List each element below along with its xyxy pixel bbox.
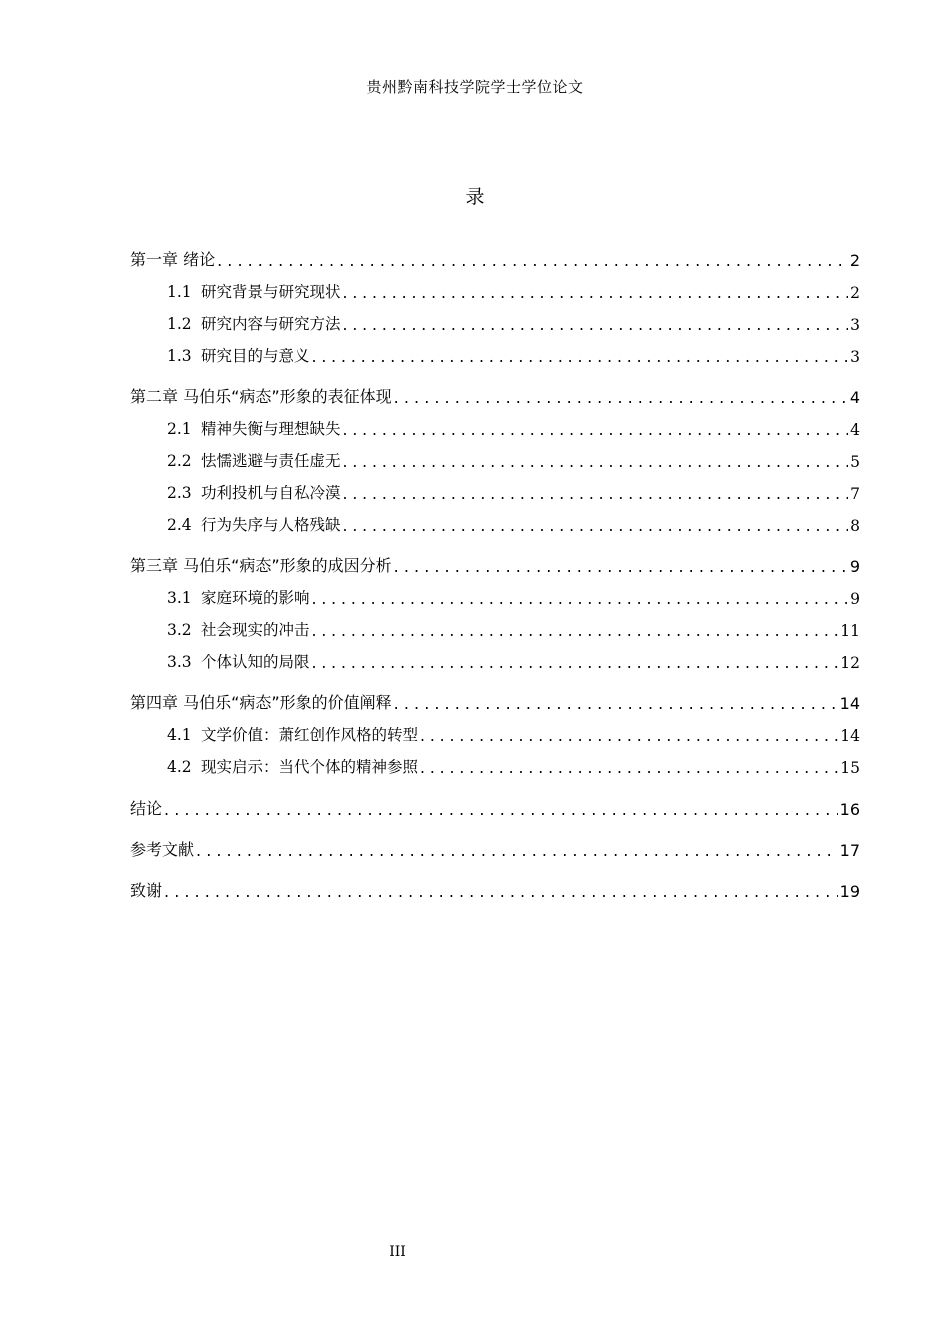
toc-entry-section-1-3[interactable] (130, 342, 860, 366)
page-number: III (389, 1244, 406, 1260)
toc-entry-section-2-3[interactable] (130, 479, 860, 503)
dot-leader (164, 800, 838, 819)
section-title: 家庭环境的影响 (200, 589, 310, 607)
toc-entry-section-1-1[interactable] (130, 278, 860, 302)
toc-entry-label (167, 755, 418, 777)
toc-entry-page: 19 (839, 882, 860, 901)
toc-entry-label (167, 723, 418, 745)
toc-entry-page: 9 (849, 557, 860, 576)
dot-leader (311, 654, 838, 672)
section-number: 1.2 (167, 315, 192, 333)
toc-entry-label: 第四章 马伯乐“病态”形象的价值阐释 (130, 693, 392, 712)
section-title: 研究背景与研究现状 (200, 283, 341, 301)
toc-entry-conclusion[interactable] (130, 795, 860, 819)
toc-entry-label (167, 481, 340, 503)
dot-leader (311, 622, 838, 640)
toc-entry-label (167, 618, 309, 640)
toc-entry-page: 15 (840, 759, 860, 777)
dot-leader (342, 284, 848, 302)
toc-entry-chapter-4[interactable] (130, 689, 860, 713)
toc-entry-page: 3 (850, 316, 860, 334)
dot-leader (342, 316, 848, 334)
dot-leader (164, 882, 838, 901)
toc-entry-page: 16 (839, 800, 860, 819)
toc-entry-label (167, 280, 340, 302)
section-number: 2.1 (167, 420, 192, 438)
toc-entry-label: 第三章 马伯乐“病态”形象的成因分析 (130, 556, 392, 575)
section-number: 1.1 (167, 283, 192, 301)
dot-leader (342, 517, 848, 535)
dot-leader (311, 348, 848, 366)
dot-leader (394, 557, 848, 576)
toc-entry-label (167, 586, 309, 608)
toc-entry-page: 14 (839, 694, 860, 713)
toc-entry-page: 4 (849, 388, 860, 407)
section-title: 现实启示：当代个体的精神参照 (200, 758, 418, 776)
toc-entry-page: 12 (840, 654, 860, 672)
toc-title: 录 (465, 186, 485, 208)
section-number: 3.3 (167, 653, 192, 671)
section-number: 2.2 (167, 452, 192, 470)
toc-entry-page: 2 (849, 251, 860, 270)
toc-entry-section-2-1[interactable] (130, 415, 860, 439)
toc-entry-label (167, 312, 340, 334)
dot-leader (394, 388, 848, 407)
toc-entry-section-4-1[interactable] (130, 721, 860, 745)
toc-entry-chapter-3[interactable] (130, 552, 860, 576)
section-title: 怯懦逃避与责任虚无 (200, 452, 341, 470)
toc-entry-chapter-2[interactable] (130, 383, 860, 407)
toc-entry-page: 17 (839, 841, 860, 860)
toc-entry-label: 参考文献 (130, 840, 195, 859)
toc-entry-label: 第一章 绪论 (130, 250, 216, 269)
section-number: 2.4 (167, 516, 192, 534)
toc-entry-references[interactable] (130, 836, 860, 860)
toc-entry-section-2-2[interactable] (130, 447, 860, 471)
toc-entry-page: 7 (850, 485, 860, 503)
toc-entry-chapter-1[interactable] (130, 246, 860, 270)
toc-entry-page: 3 (850, 348, 860, 366)
section-title: 功利投机与自私冷漠 (200, 484, 341, 502)
toc-entry-label (167, 417, 340, 439)
section-title: 行为失序与人格残缺 (200, 516, 341, 534)
section-number: 4.1 (167, 726, 192, 744)
dot-leader (342, 485, 848, 503)
toc-entry-page: 9 (850, 590, 860, 608)
section-number: 4.2 (167, 758, 192, 776)
toc-entry-label: 第二章 马伯乐“病态”形象的表征体现 (130, 387, 392, 406)
running-header: 贵州黔南科技学院学士学位论文 (366, 78, 584, 96)
section-number: 3.2 (167, 621, 192, 639)
toc-entry-page: 8 (850, 517, 860, 535)
section-number: 2.3 (167, 484, 192, 502)
section-number: 1.3 (167, 347, 192, 365)
section-title: 文学价值：萧红创作风格的转型 (200, 726, 418, 744)
dot-leader (311, 590, 848, 608)
toc-entry-section-1-2[interactable] (130, 310, 860, 334)
toc-entry-section-4-2[interactable] (130, 753, 860, 777)
toc-entry-section-2-4[interactable] (130, 511, 860, 535)
toc-entry-label: 结论 (130, 799, 163, 818)
toc-entry-label (167, 650, 309, 672)
toc-entry-section-3-3[interactable] (130, 648, 860, 672)
dot-leader (342, 421, 848, 439)
toc-entry-page: 2 (850, 284, 860, 302)
toc-entry-label (167, 513, 340, 535)
toc-entry-acknowledgements[interactable] (130, 877, 860, 901)
dot-leader (342, 453, 848, 471)
toc-entry-section-3-2[interactable] (130, 616, 860, 640)
dot-leader (196, 841, 838, 860)
toc-entry-label (167, 449, 340, 471)
toc-entry-page: 5 (850, 453, 860, 471)
section-title: 研究目的与意义 (200, 347, 310, 365)
toc-entry-page: 11 (840, 622, 860, 640)
toc-entry-label: 致谢 (130, 881, 163, 900)
toc-entry-section-3-1[interactable] (130, 584, 860, 608)
toc-entry-page: 4 (850, 421, 860, 439)
section-title: 社会现实的冲击 (200, 621, 310, 639)
dot-leader (217, 251, 848, 270)
section-title: 精神失衡与理想缺失 (200, 420, 341, 438)
dot-leader (420, 727, 838, 745)
section-title: 研究内容与研究方法 (200, 315, 341, 333)
section-title: 个体认知的局限 (200, 653, 310, 671)
toc-entry-label (167, 344, 309, 366)
toc-entry-page: 14 (840, 727, 860, 745)
dot-leader (394, 694, 838, 713)
section-number: 3.1 (167, 589, 192, 607)
dot-leader (420, 759, 838, 777)
